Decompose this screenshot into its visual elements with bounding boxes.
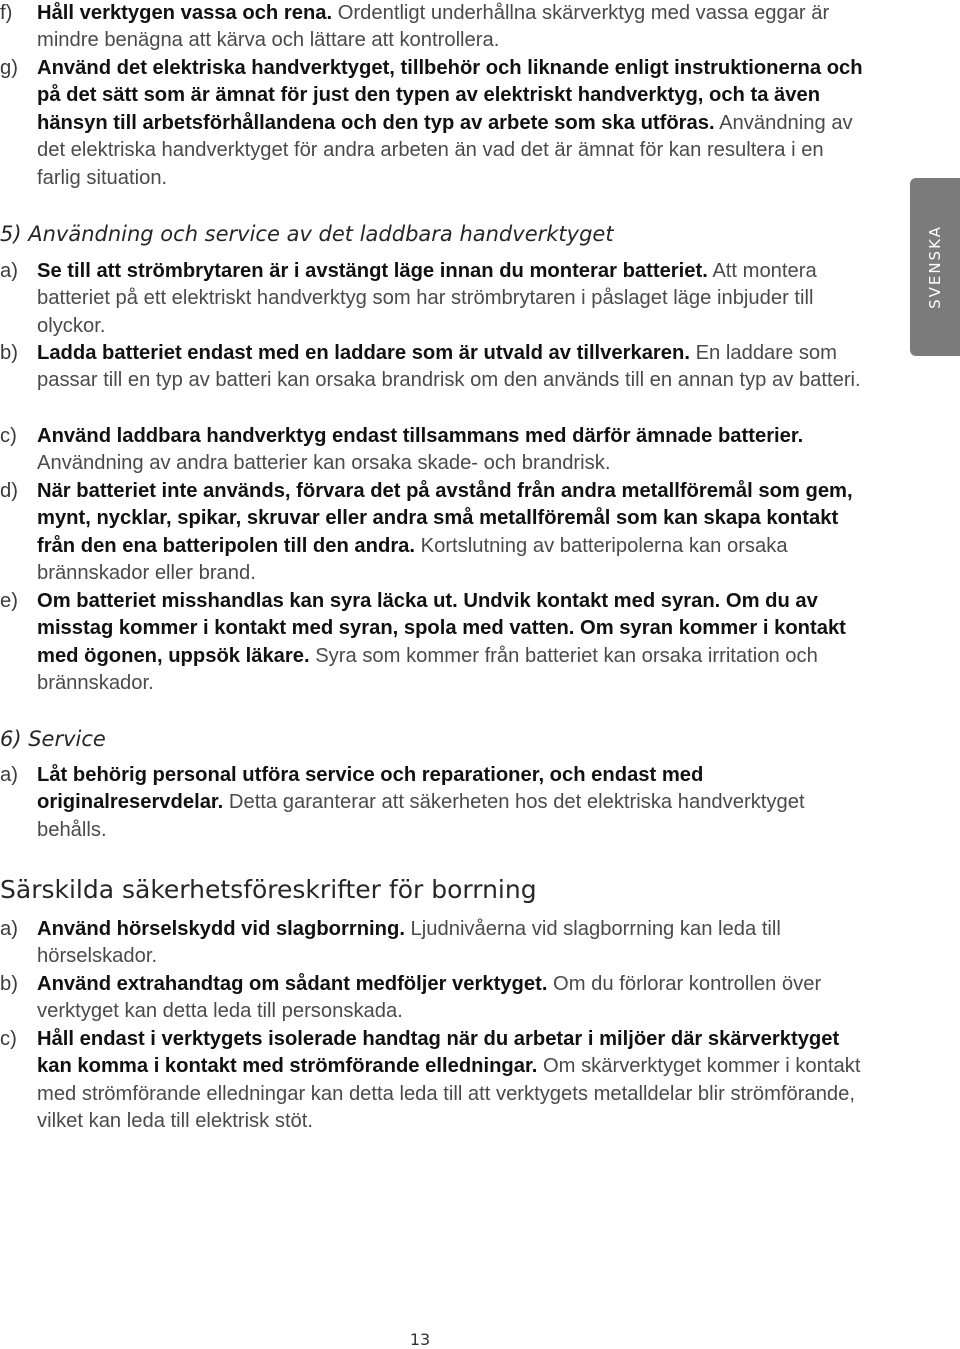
item-marker: a) (0, 918, 18, 940)
drilling-safety-heading: Särskilda säkerhetsföreskrifter för borrning (0, 875, 537, 904)
item-body (37, 1026, 870, 1136)
item-regular-text: Kortslutning av batteripolerna kan orsaka brännskador eller brand. (37, 534, 788, 585)
item-body (37, 588, 870, 698)
page-number: 13 (409, 1330, 431, 1349)
item-marker: d) (0, 480, 18, 502)
item-regular-text: En laddare som passar till en typ av batteri kan orsaka brandrisk om den används till en annan typ av batteri. (37, 342, 861, 392)
item-regular-text: Syra som kommer från batteriet kan orsaka irritation och brännskador. (37, 644, 818, 695)
item-bold-text: Om batteriet misshandlas kan syra läcka ut. Undvik kontakt med syran. Om du av misstag kommer i kontakt med syran, spola med vatten. Om syran kommer i kontakt med ögonen, uppsök läkare. (37, 590, 846, 667)
item-marker: a) (0, 260, 18, 282)
item-marker: g) (0, 57, 18, 79)
item-bold-text: När batteriet inte används, förvara det på avstånd från andra metallföremål som gem, mynt, nycklar, spikar, skruvar eller andra små metallföremål som kan skapa kontakt från den ena batteripolen till den andra. (37, 480, 853, 557)
item-bold-text: Använd laddbara handverktyg endast tillsammans med därför ämnade batterier. (37, 425, 804, 447)
item-bold-text: Använd extrahandtag om sådant medföljer verktyget. (37, 973, 548, 995)
item-bold-text: Se till att strömbrytaren är i avstängt läge innan du monterar batteriet. (37, 260, 708, 282)
item-body (37, 258, 870, 340)
item-regular-text: Att montera batteriet på ett elektriskt handverktyg som har strömbrytaren i påslaget läge inbjuder till olyckor. (37, 260, 817, 337)
item-body (37, 423, 870, 478)
item-marker: b) (0, 973, 18, 995)
item-regular-text: Ljudnivåerna vid slagborrning kan leda till hörselskador. (37, 918, 781, 968)
item-bold-text: Använd hörselskydd vid slagborrning. (37, 918, 405, 940)
item-marker: b) (0, 342, 18, 364)
list-item (0, 916, 870, 971)
section-heading-6: 6) Service (0, 727, 106, 751)
list-item (0, 340, 870, 395)
item-marker: c) (0, 1028, 17, 1050)
item-marker: e) (0, 590, 18, 612)
list-item (0, 971, 870, 1026)
item-body (37, 478, 870, 588)
item-bold-text: Låt behörig personal utföra service och reparationer, och endast med originalreservdelar. (37, 764, 704, 814)
section-heading-5: 5) Användning och service av det laddbara handverktyget (0, 222, 614, 246)
list-item (0, 0, 870, 55)
item-regular-text: Om du förlorar kontrollen över verktyget kan detta leda till personskada. (37, 973, 822, 1023)
item-marker: f) (0, 2, 13, 24)
list-item (0, 423, 870, 478)
language-tab-label: SVENSKA (926, 225, 944, 309)
item-body (37, 340, 870, 395)
list-item (0, 762, 870, 844)
item-body (37, 55, 870, 192)
item-marker: c) (0, 425, 17, 447)
item-marker: a) (0, 764, 18, 786)
item-body (37, 971, 870, 1026)
item-bold-text: Ladda batteriet endast med en laddare som är utvald av tillverkaren. (37, 342, 690, 364)
item-body (37, 0, 870, 55)
item-bold-text: Håll verktygen vassa och rena. (37, 2, 333, 24)
list-item (0, 258, 870, 340)
item-body (37, 762, 870, 844)
list-item (0, 1026, 870, 1136)
item-body (37, 916, 870, 971)
item-regular-text: Ordentligt underhållna skärverktyg med vassa eggar är mindre benägna att kärva och lättare att kontrollera. (37, 2, 830, 52)
list-item (0, 588, 870, 698)
list-item (0, 478, 870, 588)
item-regular-text: Användning av det elektriska handverktyget för andra arbeten än vad det är ämnat för kan resultera i en farlig situation. (37, 111, 853, 189)
language-tab (910, 178, 960, 356)
list-item (0, 55, 870, 192)
item-regular-text: Användning av andra batterier kan orsaka skade- och brandrisk. (37, 452, 611, 475)
item-bold-text: Använd det elektriska handverktyget, tillbehör och liknande enligt instruktionerna och på det sätt som är ämnat för just den typen av elektriskt handverktyg, och ta även hänsyn till arbetsförhållandena och den typ av arbete som ska utföras. (37, 57, 863, 134)
item-regular-text: Detta garanterar att säkerheten hos det elektriska handverktyget behålls. (37, 791, 805, 841)
item-bold-text: Håll endast i verktygets isolerade handtag när du arbetar i miljöer där skärverktyget kan komma i kontakt med strömförande elledningar. (37, 1028, 840, 1078)
item-regular-text: Om skärverktyget kommer i kontakt med strömförande elledningar kan detta leda till att verktygets metalldelar blir strömförande, vilket kan leda till elektrisk stöt. (37, 1055, 861, 1133)
